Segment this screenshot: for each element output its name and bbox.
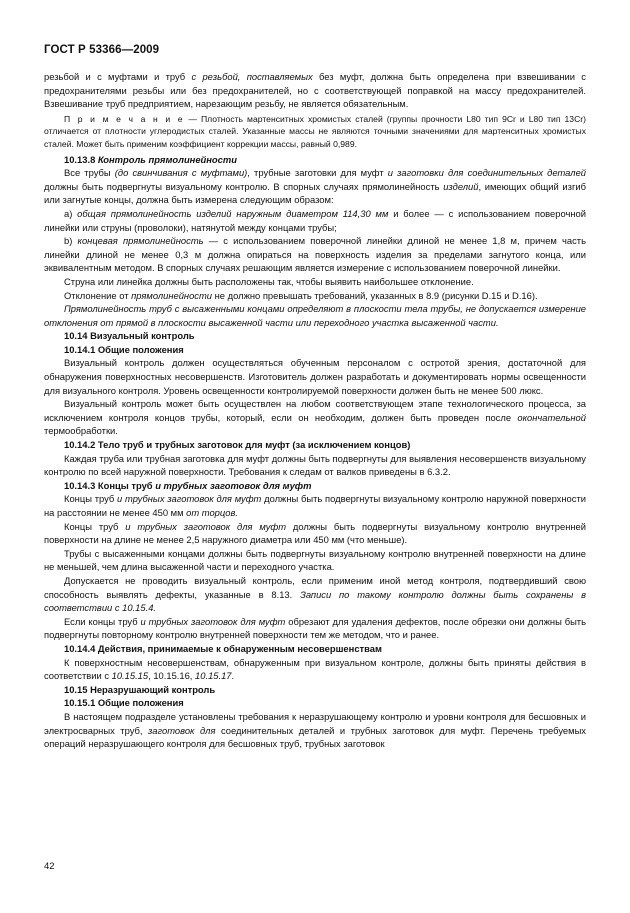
paragraph-weighing: резьбой и с муфтами и труб с резьбой, поставляемых без муфт, должна быть определена при взвешивании с предохранителями резьбы или без предохранителей, но с соответствующей поправкой на массу предохранителей. Взвешивание труб предприятием, нарезающим резьбу, не является обязательным. <box>44 71 586 110</box>
page-number: 42 <box>44 861 55 872</box>
section-10-14-heading: 10.14 Визуальный контроль <box>64 330 195 342</box>
paragraph-alternative-method: Допускается не проводить визуальный контроль, если применим иной метод контроля, подтвердивший свою способность выявлять дефекты, указанные в 8.13. Записи по такому контролю должны быть сохранены в соответствии с 10.15.4. <box>44 574 586 614</box>
section-10-14-4-heading: 10.14.4 Действия, принимаемые к обнаруженным несовершенствам <box>64 642 382 654</box>
paragraph-ends-inner: Концы труб и трубных заготовок для муфт должны быть подвергнуты визуальному контролю внутренней поверхности на длине не менее 2,5 наружного диаметра или 450 мм (что меньше). <box>44 520 586 546</box>
section-10-14-1-heading: 10.14.1 Общие положения <box>64 343 184 355</box>
paragraph-deviation: Отклонение от прямолинейности не должно превышать требований, указанных в 8.9 (рисунки D.15 и D.16). <box>64 289 538 301</box>
paragraph-ends-outer: Концы труб и трубных заготовок для муфт должны быть подвергнуты визуальному контролю наружной поверхности на расстоянии не менее 450 мм от торцов. <box>44 493 586 518</box>
paragraph-cut-ends: Если концы труб и трубных заготовок для муфт обрезают для удаления дефектов, после обрезки они должны быть подвергнуты повторному контролю внутренней поверхности тем же методом, что и ранее. <box>44 615 586 641</box>
paragraph-string-position: Струна или линейка должны быть расположены так, чтобы выявить наибольшее отклонение. <box>64 275 474 287</box>
section-10-14-3-heading: 10.14.3 Концы труб и трубных заготовок для муфт <box>64 479 312 491</box>
paragraph-body-inspection: Каждая труба или трубная заготовка для муфт должны быть подвергнуты для выявления несовершенств визуальному контролю по всей наружной поверхности. Требования к следам от валков приведены в 6.3.2. <box>44 452 586 478</box>
paragraph-actions: К поверхностным несовершенствам, обнаруженным при визуальном контроле, должны быть приняты действия в соответствии с 10.15.15, 10.15.16, 10.15.17. <box>44 656 586 682</box>
note-density: П р и м е ч а н и е — Плотность мартенситных хромистых сталей (группы прочности L80 тип 9Cr и L80 тип 13Cr) отличается от плотности углеродистых сталей. Указанные массы не являются точными значениями для мартенситных хромистых сталей. Может быть применим коэффициент коррекции массы, равный 0,989. <box>44 113 586 149</box>
document-page <box>44 44 586 751</box>
list-item-b: b) концевая прямолинейность — с использованием поверочной линейки длиной не менее 1,8 м, причем часть линейки длиной не менее 0,3 м должна опираться на поверхность изделия за пределами загнутого конца, или эквивалентным методом. В спорных случаях решающим является измерение с использованием поверочной линейки. <box>44 235 586 274</box>
section-10-13-8-heading: 10.13.8 Контроль прямолинейности <box>64 153 237 165</box>
paragraph-upset-ends: Прямолинейность труб с высаженными концами определяют в плоскости тела трубы, не допускается измерение отклонения от прямой в плоскости высаженной части или переходного участка высаженной части. <box>44 303 586 328</box>
paragraph-visual-stage: Визуальный контроль может быть осуществлен на любом соответствующем этапе технологического процесса, за исключением контроля концов трубы, который, если он необходим, должен быть проведен после окончательной термообработки. <box>44 398 586 437</box>
section-10-14-2-heading: 10.14.2 Тело труб и трубных заготовок для муфт (за исключением концов) <box>64 439 411 451</box>
list-item-a: а) общая прямолинейность изделий наружным диаметром 114,30 мм и более — с использованием поверочной линейки или струны (проволоки), натянутой между концами трубы; <box>44 207 586 233</box>
paragraph-straightness-intro: Все трубы (до свинчивания с муфтами), трубные заготовки для муфт и заготовки для соединительных деталей должны быть подвергнуты визуальному контролю. В спорных случаях прямолинейность изделий, имеющих общий изгиб или загнутые концы, должна быть измерена следующим образом: <box>44 167 587 206</box>
section-10-15-1-heading: 10.15.1 Общие положения <box>64 697 184 709</box>
section-10-15-heading: 10.15 Неразрушающий контроль <box>64 683 216 695</box>
document-header: ГОСТ Р 53366—2009 <box>44 44 160 56</box>
paragraph-ndt-intro: В настоящем подразделе установлены требования к неразрушающему контролю и уровни контроля для бесшовных и электросварных труб, заготовок для соединительных деталей и трубных заготовок для муфт. Перечень требуемых операций неразрушающего контроля для бесшовных труб, трубных заготовок <box>44 710 586 750</box>
paragraph-upset-inner: Трубы с высаженными концами должны быть подвергнуты визуальному контролю внутренней поверхности на длине не меньшей, чем длина высаженной части и переходного участка. <box>44 547 586 573</box>
paragraph-visual-personnel: Визуальный контроль должен осуществляться обученным персоналом с остротой зрения, достаточной для обнаружения поверхностных несовершенств. Изготовитель должен разработать и документировать нормы освещенности для визуального контроля. Уровень освещенности контролируемой поверхности должен быть не менее 500 люкс. <box>44 357 586 396</box>
